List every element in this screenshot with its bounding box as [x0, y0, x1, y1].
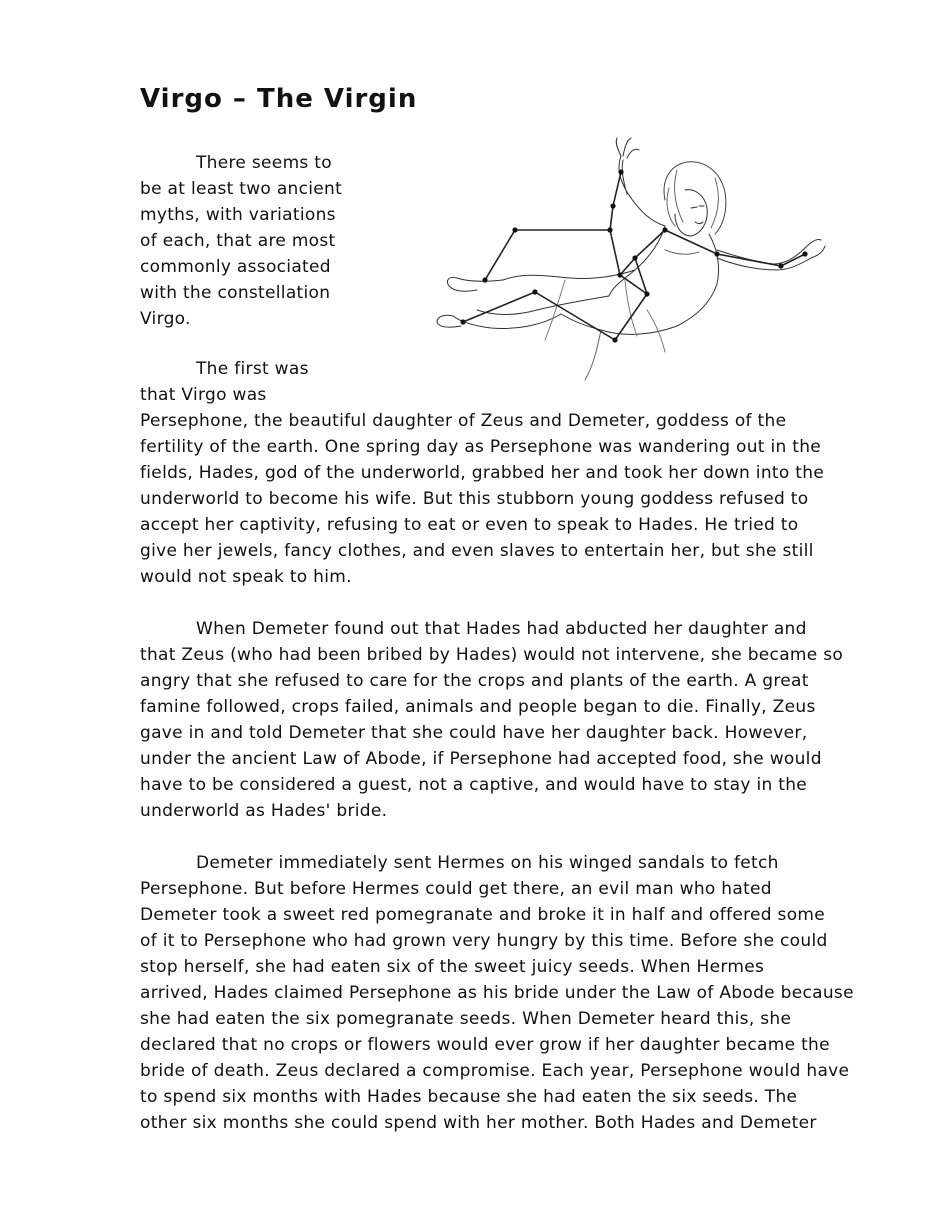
text-line: stop herself, she had eaten six of the sweet juicy seeds. When Hermes — [140, 957, 765, 977]
virgo-constellation-icon — [365, 130, 835, 390]
text-line: give her jewels, fancy clothes, and even slaves to entertain her, but she still — [140, 541, 814, 561]
text-line: bride of death. Zeus declared a compromise. Each year, Persephone would have — [140, 1061, 850, 1081]
paragraph-4 — [140, 850, 854, 1136]
text-line: with the constellation — [140, 283, 331, 303]
text-line: Persephone, the beautiful daughter of Zeus and Demeter, goddess of the — [140, 411, 787, 431]
text-line: famine followed, crops failed, animals and people began to die. Finally, Zeus — [140, 697, 816, 717]
text-line: have to be considered a guest, not a captive, and would have to stay in the — [140, 775, 808, 795]
text-line: that Zeus (who had been bribed by Hades) would not intervene, she became so — [140, 645, 844, 665]
text-line: declared that no crops or flowers would ever grow if her daughter became the — [140, 1035, 830, 1055]
text-line: of it to Persephone who had grown very hungry by this time. Before she could — [140, 931, 828, 951]
text-line: Persephone. But before Hermes could get there, an evil man who hated — [140, 879, 772, 899]
text-line: myths, with variations — [140, 205, 336, 225]
text-line: of each, that are most — [140, 231, 336, 251]
paragraph-3 — [140, 616, 844, 824]
text-line: fields, Hades, god of the underworld, grabbed her and took her down into the — [140, 463, 825, 483]
text-line: The first was — [196, 359, 309, 379]
text-line: under the ancient Law of Abode, if Persephone had accepted food, she would — [140, 749, 822, 769]
text-line: gave in and told Demeter that she could have her daughter back. However, — [140, 723, 808, 743]
text-line: commonly associated — [140, 257, 331, 277]
text-line: would not speak to him. — [140, 567, 352, 587]
text-line: underworld to become his wife. But this stubborn young goddess refused to — [140, 489, 809, 509]
text-line: Demeter took a sweet red pomegranate and broke it in half and offered some — [140, 905, 826, 925]
text-line: underworld as Hades' bride. — [140, 801, 388, 821]
paragraph-1 — [140, 150, 350, 332]
text-line: arrived, Hades claimed Persephone as his bride under the Law of Abode because — [140, 983, 854, 1003]
page-title: Virgo – The Virgin — [140, 84, 418, 114]
text-line: angry that she refused to care for the crops and plants of the earth. A great — [140, 671, 809, 691]
text-line: accept her captivity, refusing to eat or even to speak to Hades. He tried to — [140, 515, 799, 535]
text-line: When Demeter found out that Hades had abducted her daughter and — [196, 619, 807, 639]
text-line: be at least two ancient — [140, 179, 343, 199]
text-line: There seems to — [196, 153, 332, 173]
text-line: Virgo. — [140, 309, 191, 329]
text-line: fertility of the earth. One spring day as Persephone was wandering out in the — [140, 437, 822, 457]
text-line: that Virgo was — [140, 385, 267, 405]
text-line: she had eaten the six pomegranate seeds. When Demeter heard this, she — [140, 1009, 792, 1029]
paragraph-2-start — [140, 356, 340, 408]
text-line: to spend six months with Hades because she had eaten the six seeds. The — [140, 1087, 798, 1107]
text-line: other six months she could spend with her mother. Both Hades and Demeter — [140, 1113, 817, 1133]
paragraph-2 — [140, 408, 840, 590]
text-line: Demeter immediately sent Hermes on his winged sandals to fetch — [196, 853, 779, 873]
